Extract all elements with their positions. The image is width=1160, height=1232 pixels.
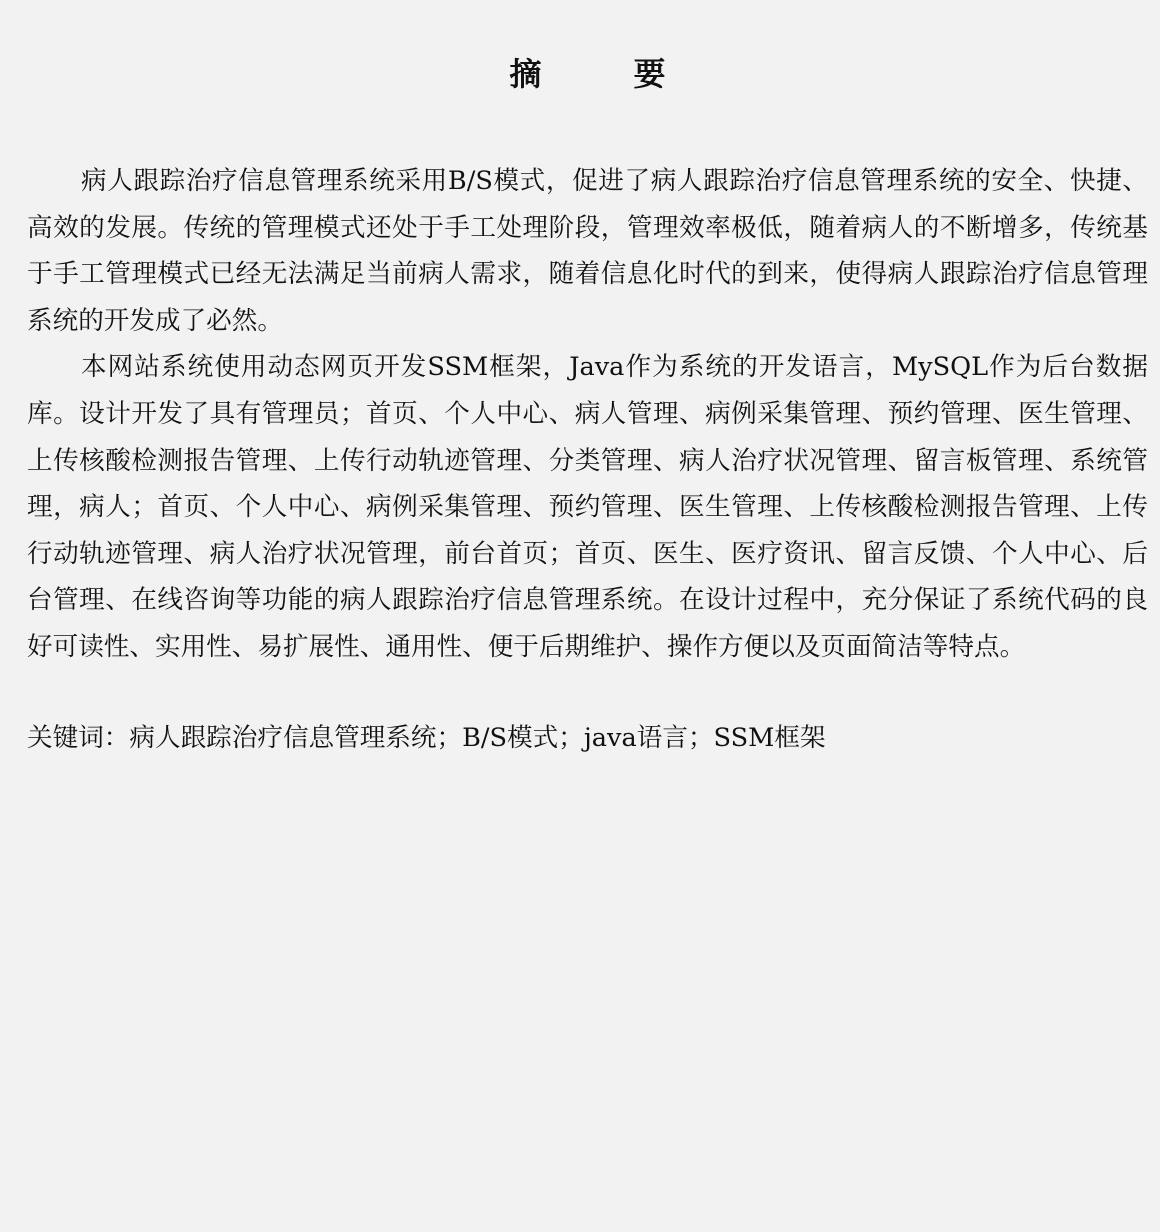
keywords-line: 关键词：病人跟踪治疗信息管理系统；B/S模式；java语言；SSM框架 — [27, 722, 826, 753]
abstract-paragraph-2: 本网站系统使用动态网页开发SSM框架，Java作为系统的开发语言，MySQL作为后台数据库。设计开发了具有管理员；首页、个人中心、病人管理、病例采集管理、预约管理、医生管理、上传核酸检测报告管理、上传行动轨迹管理、分类管理、病人治疗状况管理、留言板管理、系统管理，病人；首页、个人中心、病例采集管理、预约管理、医生管理、上传核酸检测报告管理、上传行动轨迹管理、病人治疗状况管理，前台首页；首页、医生、医疗资讯、留言反馈、个人中心、后台管理、在线咨询等功能的病人跟踪治疗信息管理系统。在设计过程中，充分保证了系统代码的良好可读性、实用性、易扩展性、通用性、便于后期维护、操作方便以及页面简洁等特点。 — [27, 352, 1148, 662]
abstract-paragraph-1: 病人跟踪治疗信息管理系统采用B/S模式，促进了病人跟踪治疗信息管理系统的安全、快捷、高效的发展。传统的管理模式还处于手工处理阶段，管理效率极低，随着病人的不断增多，传统基于手工管理模式已经无法满足当前病人需求，随着信息化时代的到来，使得病人跟踪治疗信息管理系统的开发成了必然。 — [27, 166, 1148, 336]
abstract-title: 摘 要 — [509, 55, 696, 93]
